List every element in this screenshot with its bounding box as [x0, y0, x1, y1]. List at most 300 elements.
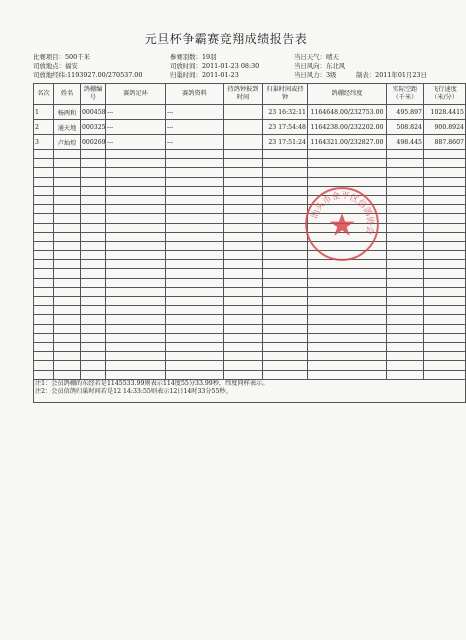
empty-cell	[166, 342, 224, 351]
empty-cell	[54, 232, 81, 241]
empty-cell	[424, 223, 466, 232]
empty-cell	[387, 214, 424, 223]
empty-cell	[424, 297, 466, 306]
empty-cell	[54, 269, 81, 278]
empty-cell	[34, 251, 54, 260]
table-header-row	[34, 84, 466, 105]
empty-cell	[54, 333, 81, 342]
empty-cell	[34, 260, 54, 269]
header-pigeon-info: 赛鸽资料	[166, 84, 224, 105]
empty-cell	[81, 361, 106, 370]
empty-row	[34, 260, 466, 269]
cell-info: ---	[166, 105, 224, 120]
empty-cell	[224, 278, 263, 287]
header-loft-number: 鸽棚编号	[81, 84, 106, 105]
wind-force: 当日风力：3级	[294, 71, 337, 79]
cell-ring: ---	[106, 120, 166, 135]
empty-cell	[166, 205, 224, 214]
empty-cell	[224, 324, 263, 333]
empty-cell	[54, 324, 81, 333]
empty-cell	[106, 306, 166, 315]
empty-cell	[106, 159, 166, 168]
empty-cell	[34, 306, 54, 315]
empty-cell	[424, 205, 466, 214]
empty-cell	[224, 370, 263, 379]
empty-cell	[34, 315, 54, 324]
cell-rank: 3	[34, 135, 54, 150]
empty-cell	[81, 177, 106, 186]
empty-row	[34, 214, 466, 223]
empty-cell	[81, 333, 106, 342]
empty-cell	[224, 177, 263, 186]
empty-cell	[81, 205, 106, 214]
empty-cell	[387, 251, 424, 260]
empty-cell	[424, 278, 466, 287]
wind-direction: 当日风向：东北风	[294, 62, 346, 70]
empty-cell	[263, 361, 308, 370]
empty-cell	[54, 168, 81, 177]
empty-cell	[387, 205, 424, 214]
empty-cell	[224, 232, 263, 241]
notes-row	[34, 379, 466, 402]
empty-cell	[106, 177, 166, 186]
empty-cell	[81, 315, 106, 324]
empty-cell	[166, 352, 224, 361]
empty-cell	[34, 278, 54, 287]
empty-cell	[166, 297, 224, 306]
empty-cell	[54, 315, 81, 324]
empty-cell	[54, 361, 81, 370]
empty-cell	[308, 333, 387, 342]
empty-row	[34, 195, 466, 204]
empty-cell	[81, 370, 106, 379]
cell-loft: 000269	[81, 135, 106, 150]
empty-row	[34, 150, 466, 159]
empty-row	[34, 186, 466, 195]
empty-cell	[263, 251, 308, 260]
empty-cell	[424, 168, 466, 177]
header-return-time: 归巢时间或持钟	[263, 84, 308, 105]
empty-row	[34, 241, 466, 250]
empty-cell	[224, 214, 263, 223]
empty-row	[34, 251, 466, 260]
empty-cell	[106, 241, 166, 250]
empty-cell	[106, 297, 166, 306]
empty-cell	[166, 195, 224, 204]
empty-cell	[308, 159, 387, 168]
empty-cell	[34, 241, 54, 250]
header-speed: 飞行速度（米/分）	[424, 84, 466, 105]
empty-cell	[106, 214, 166, 223]
empty-row	[34, 342, 466, 351]
empty-cell	[106, 223, 166, 232]
empty-cell	[54, 297, 81, 306]
empty-cell	[424, 186, 466, 195]
empty-cell	[387, 260, 424, 269]
empty-cell	[387, 361, 424, 370]
empty-cell	[387, 168, 424, 177]
empty-cell	[106, 287, 166, 296]
empty-cell	[106, 205, 166, 214]
return-date: 归巢时间：2011-01-23	[170, 71, 239, 79]
empty-cell	[34, 232, 54, 241]
empty-cell	[263, 223, 308, 232]
empty-row	[34, 177, 466, 186]
empty-cell	[263, 241, 308, 250]
empty-cell	[424, 306, 466, 315]
empty-cell	[166, 214, 224, 223]
empty-cell	[166, 324, 224, 333]
meta-column-2	[170, 53, 259, 80]
empty-cell	[424, 214, 466, 223]
meta-column-3	[294, 53, 345, 80]
empty-cell	[54, 287, 81, 296]
empty-cell	[263, 352, 308, 361]
empty-cell	[106, 370, 166, 379]
empty-cell	[263, 168, 308, 177]
empty-cell	[387, 223, 424, 232]
release-time: 司放时间：2011-01-23 08:30	[170, 62, 260, 70]
empty-cell	[387, 370, 424, 379]
empty-cell	[34, 297, 54, 306]
empty-cell	[224, 287, 263, 296]
empty-cell	[106, 342, 166, 351]
cell-coords: 1164238.00/232202.00	[308, 120, 387, 135]
cell-speed: 887.8607	[424, 135, 466, 150]
empty-cell	[224, 260, 263, 269]
star-icon	[330, 213, 355, 236]
empty-cell	[263, 195, 308, 204]
empty-cell	[34, 150, 54, 159]
empty-cell	[263, 297, 308, 306]
empty-cell	[224, 306, 263, 315]
empty-cell	[263, 287, 308, 296]
empty-cell	[166, 186, 224, 195]
empty-row	[34, 168, 466, 177]
empty-cell	[308, 297, 387, 306]
empty-cell	[81, 223, 106, 232]
empty-cell	[263, 342, 308, 351]
empty-cell	[166, 168, 224, 177]
empty-cell	[387, 150, 424, 159]
empty-row	[34, 370, 466, 379]
empty-cell	[34, 361, 54, 370]
empty-cell	[424, 315, 466, 324]
empty-cell	[106, 278, 166, 287]
empty-cell	[387, 269, 424, 278]
empty-cell	[263, 333, 308, 342]
empty-cell	[81, 241, 106, 250]
empty-row	[34, 287, 466, 296]
empty-row	[34, 269, 466, 278]
cell-speed: 1028.4415	[424, 105, 466, 120]
empty-cell	[166, 159, 224, 168]
empty-cell	[106, 361, 166, 370]
empty-row	[34, 361, 466, 370]
empty-cell	[166, 241, 224, 250]
empty-cell	[166, 287, 224, 296]
empty-cell	[224, 315, 263, 324]
empty-cell	[54, 352, 81, 361]
table-row	[34, 135, 466, 150]
empty-cell	[224, 168, 263, 177]
empty-row	[34, 315, 466, 324]
empty-cell	[106, 324, 166, 333]
empty-cell	[224, 195, 263, 204]
race-item: 比赛项目：500千米	[33, 53, 90, 61]
empty-cell	[308, 287, 387, 296]
empty-cell	[387, 159, 424, 168]
made-date: 制表：2011年01月23日	[356, 71, 427, 79]
empty-cell	[54, 150, 81, 159]
empty-cell	[34, 177, 54, 186]
empty-cell	[81, 297, 106, 306]
header-distance: 实际空距（千米）	[387, 84, 424, 105]
empty-cell	[387, 186, 424, 195]
empty-cell	[424, 342, 466, 351]
empty-cell	[81, 168, 106, 177]
empty-cell	[424, 324, 466, 333]
empty-cell	[387, 352, 424, 361]
empty-cell	[166, 361, 224, 370]
empty-cell	[263, 315, 308, 324]
empty-cell	[166, 260, 224, 269]
empty-cell	[81, 287, 106, 296]
empty-cell	[81, 342, 106, 351]
empty-cell	[81, 260, 106, 269]
empty-cell	[224, 352, 263, 361]
empty-cell	[308, 342, 387, 351]
empty-cell	[387, 324, 424, 333]
empty-cell	[308, 370, 387, 379]
empty-cell	[81, 150, 106, 159]
empty-row	[34, 333, 466, 342]
cell-rank: 2	[34, 120, 54, 135]
entry-count: 参赛羽数：19羽	[170, 53, 217, 61]
table-row	[34, 105, 466, 120]
empty-cell	[34, 168, 54, 177]
empty-cell	[54, 306, 81, 315]
empty-cell	[424, 260, 466, 269]
empty-cell	[166, 150, 224, 159]
empty-cell	[106, 269, 166, 278]
empty-cell	[34, 333, 54, 342]
empty-cell	[81, 324, 106, 333]
release-coordinates: 司放地经纬:1193927.00/270537.00	[33, 71, 143, 79]
empty-cell	[81, 278, 106, 287]
empty-cell	[224, 333, 263, 342]
empty-cell	[308, 324, 387, 333]
empty-cell	[81, 159, 106, 168]
empty-cell	[106, 352, 166, 361]
empty-cell	[54, 159, 81, 168]
empty-cell	[34, 159, 54, 168]
empty-row	[34, 324, 466, 333]
blank-rows	[34, 150, 466, 380]
cell-rank: 1	[34, 105, 54, 120]
cell-name: 杨两和	[54, 105, 81, 120]
empty-cell	[34, 214, 54, 223]
empty-cell	[54, 342, 81, 351]
empty-cell	[81, 186, 106, 195]
header-name: 姓名	[54, 84, 81, 105]
empty-cell	[387, 232, 424, 241]
cell-ring: ---	[106, 135, 166, 150]
empty-cell	[166, 315, 224, 324]
empty-cell	[106, 315, 166, 324]
meta-column-1	[33, 53, 142, 80]
note-2: 注2：会员信鸽归巢时间若是12 14:33:55则表示12日14时33分55秒。	[35, 387, 232, 395]
empty-cell	[263, 214, 308, 223]
weather: 当日天气：晴天	[294, 53, 339, 61]
empty-cell	[106, 168, 166, 177]
empty-cell	[224, 361, 263, 370]
empty-cell	[34, 195, 54, 204]
empty-cell	[224, 223, 263, 232]
empty-cell	[54, 251, 81, 260]
empty-cell	[424, 159, 466, 168]
empty-cell	[81, 306, 106, 315]
empty-cell	[34, 223, 54, 232]
empty-cell	[34, 269, 54, 278]
empty-cell	[54, 214, 81, 223]
empty-cell	[387, 278, 424, 287]
header-loft-coordinates: 鸽棚经纬度	[308, 84, 387, 105]
empty-cell	[166, 306, 224, 315]
empty-cell	[54, 278, 81, 287]
release-location: 司放地点：福安	[33, 62, 78, 70]
empty-cell	[263, 150, 308, 159]
results-table	[33, 83, 466, 403]
empty-cell	[54, 195, 81, 204]
empty-cell	[34, 186, 54, 195]
empty-cell	[263, 177, 308, 186]
empty-cell	[224, 241, 263, 250]
empty-cell	[424, 287, 466, 296]
empty-cell	[387, 315, 424, 324]
empty-cell	[166, 223, 224, 232]
empty-cell	[106, 251, 166, 260]
empty-cell	[224, 342, 263, 351]
empty-cell	[166, 177, 224, 186]
empty-cell	[81, 352, 106, 361]
empty-cell	[166, 333, 224, 342]
empty-cell	[81, 214, 106, 223]
empty-cell	[424, 333, 466, 342]
empty-cell	[166, 251, 224, 260]
empty-cell	[106, 232, 166, 241]
cell-loft: 000458	[81, 105, 106, 120]
empty-cell	[308, 361, 387, 370]
empty-row	[34, 306, 466, 315]
empty-cell	[54, 260, 81, 269]
empty-cell	[166, 269, 224, 278]
empty-cell	[387, 297, 424, 306]
empty-cell	[54, 223, 81, 232]
empty-cell	[387, 306, 424, 315]
empty-cell	[387, 333, 424, 342]
empty-cell	[308, 278, 387, 287]
empty-cell	[387, 287, 424, 296]
empty-cell	[224, 269, 263, 278]
cell-return: 23 17:51:24	[263, 135, 308, 150]
empty-cell	[224, 251, 263, 260]
cell-distance: 508.824	[387, 120, 424, 135]
empty-cell	[54, 205, 81, 214]
empty-row	[34, 223, 466, 232]
empty-cell	[424, 269, 466, 278]
cell-clock	[224, 120, 263, 135]
empty-cell	[81, 232, 106, 241]
empty-cell	[308, 150, 387, 159]
empty-cell	[424, 251, 466, 260]
empty-cell	[263, 306, 308, 315]
cell-clock	[224, 135, 263, 150]
empty-cell	[263, 269, 308, 278]
notes-cell	[34, 379, 466, 402]
empty-cell	[263, 186, 308, 195]
empty-cell	[224, 186, 263, 195]
empty-cell	[224, 159, 263, 168]
cell-name: 卢灿煌	[54, 135, 81, 150]
empty-cell	[54, 186, 81, 195]
empty-cell	[424, 370, 466, 379]
cell-info: ---	[166, 120, 224, 135]
empty-cell	[308, 168, 387, 177]
cell-coords: 1164321.00/232827.00	[308, 135, 387, 150]
header-clock-time: 持鸽钟报到时间	[224, 84, 263, 105]
cell-ring: ---	[106, 105, 166, 120]
empty-cell	[263, 370, 308, 379]
empty-cell	[224, 205, 263, 214]
report-title: 元旦杯争霸赛竞翔成绩报告表	[144, 32, 308, 46]
empty-cell	[424, 361, 466, 370]
empty-cell	[106, 333, 166, 342]
empty-cell	[34, 342, 54, 351]
empty-cell	[81, 195, 106, 204]
empty-row	[34, 352, 466, 361]
empty-row	[34, 159, 466, 168]
empty-row	[34, 205, 466, 214]
cell-return: 23 17:54:48	[263, 120, 308, 135]
empty-cell	[387, 195, 424, 204]
empty-cell	[106, 150, 166, 159]
empty-cell	[424, 352, 466, 361]
header-rank: 名次	[34, 84, 54, 105]
empty-cell	[308, 352, 387, 361]
empty-cell	[34, 287, 54, 296]
empty-cell	[224, 297, 263, 306]
empty-cell	[81, 251, 106, 260]
cell-loft: 000325	[81, 120, 106, 135]
cell-clock	[224, 105, 263, 120]
empty-cell	[387, 241, 424, 250]
empty-cell	[308, 306, 387, 315]
cell-distance: 498.445	[387, 135, 424, 150]
empty-cell	[263, 278, 308, 287]
empty-cell	[106, 260, 166, 269]
empty-cell	[106, 186, 166, 195]
cell-speed: 900.8924	[424, 120, 466, 135]
empty-cell	[424, 177, 466, 186]
association-seal	[303, 185, 381, 263]
empty-cell	[387, 177, 424, 186]
empty-cell	[81, 269, 106, 278]
note-1: 注1：会员鸽棚的东经若是1145533.99则表示114度55分33.99秒，纬度同样表示。	[35, 379, 269, 387]
empty-cell	[34, 352, 54, 361]
empty-cell	[263, 324, 308, 333]
empty-cell	[54, 241, 81, 250]
